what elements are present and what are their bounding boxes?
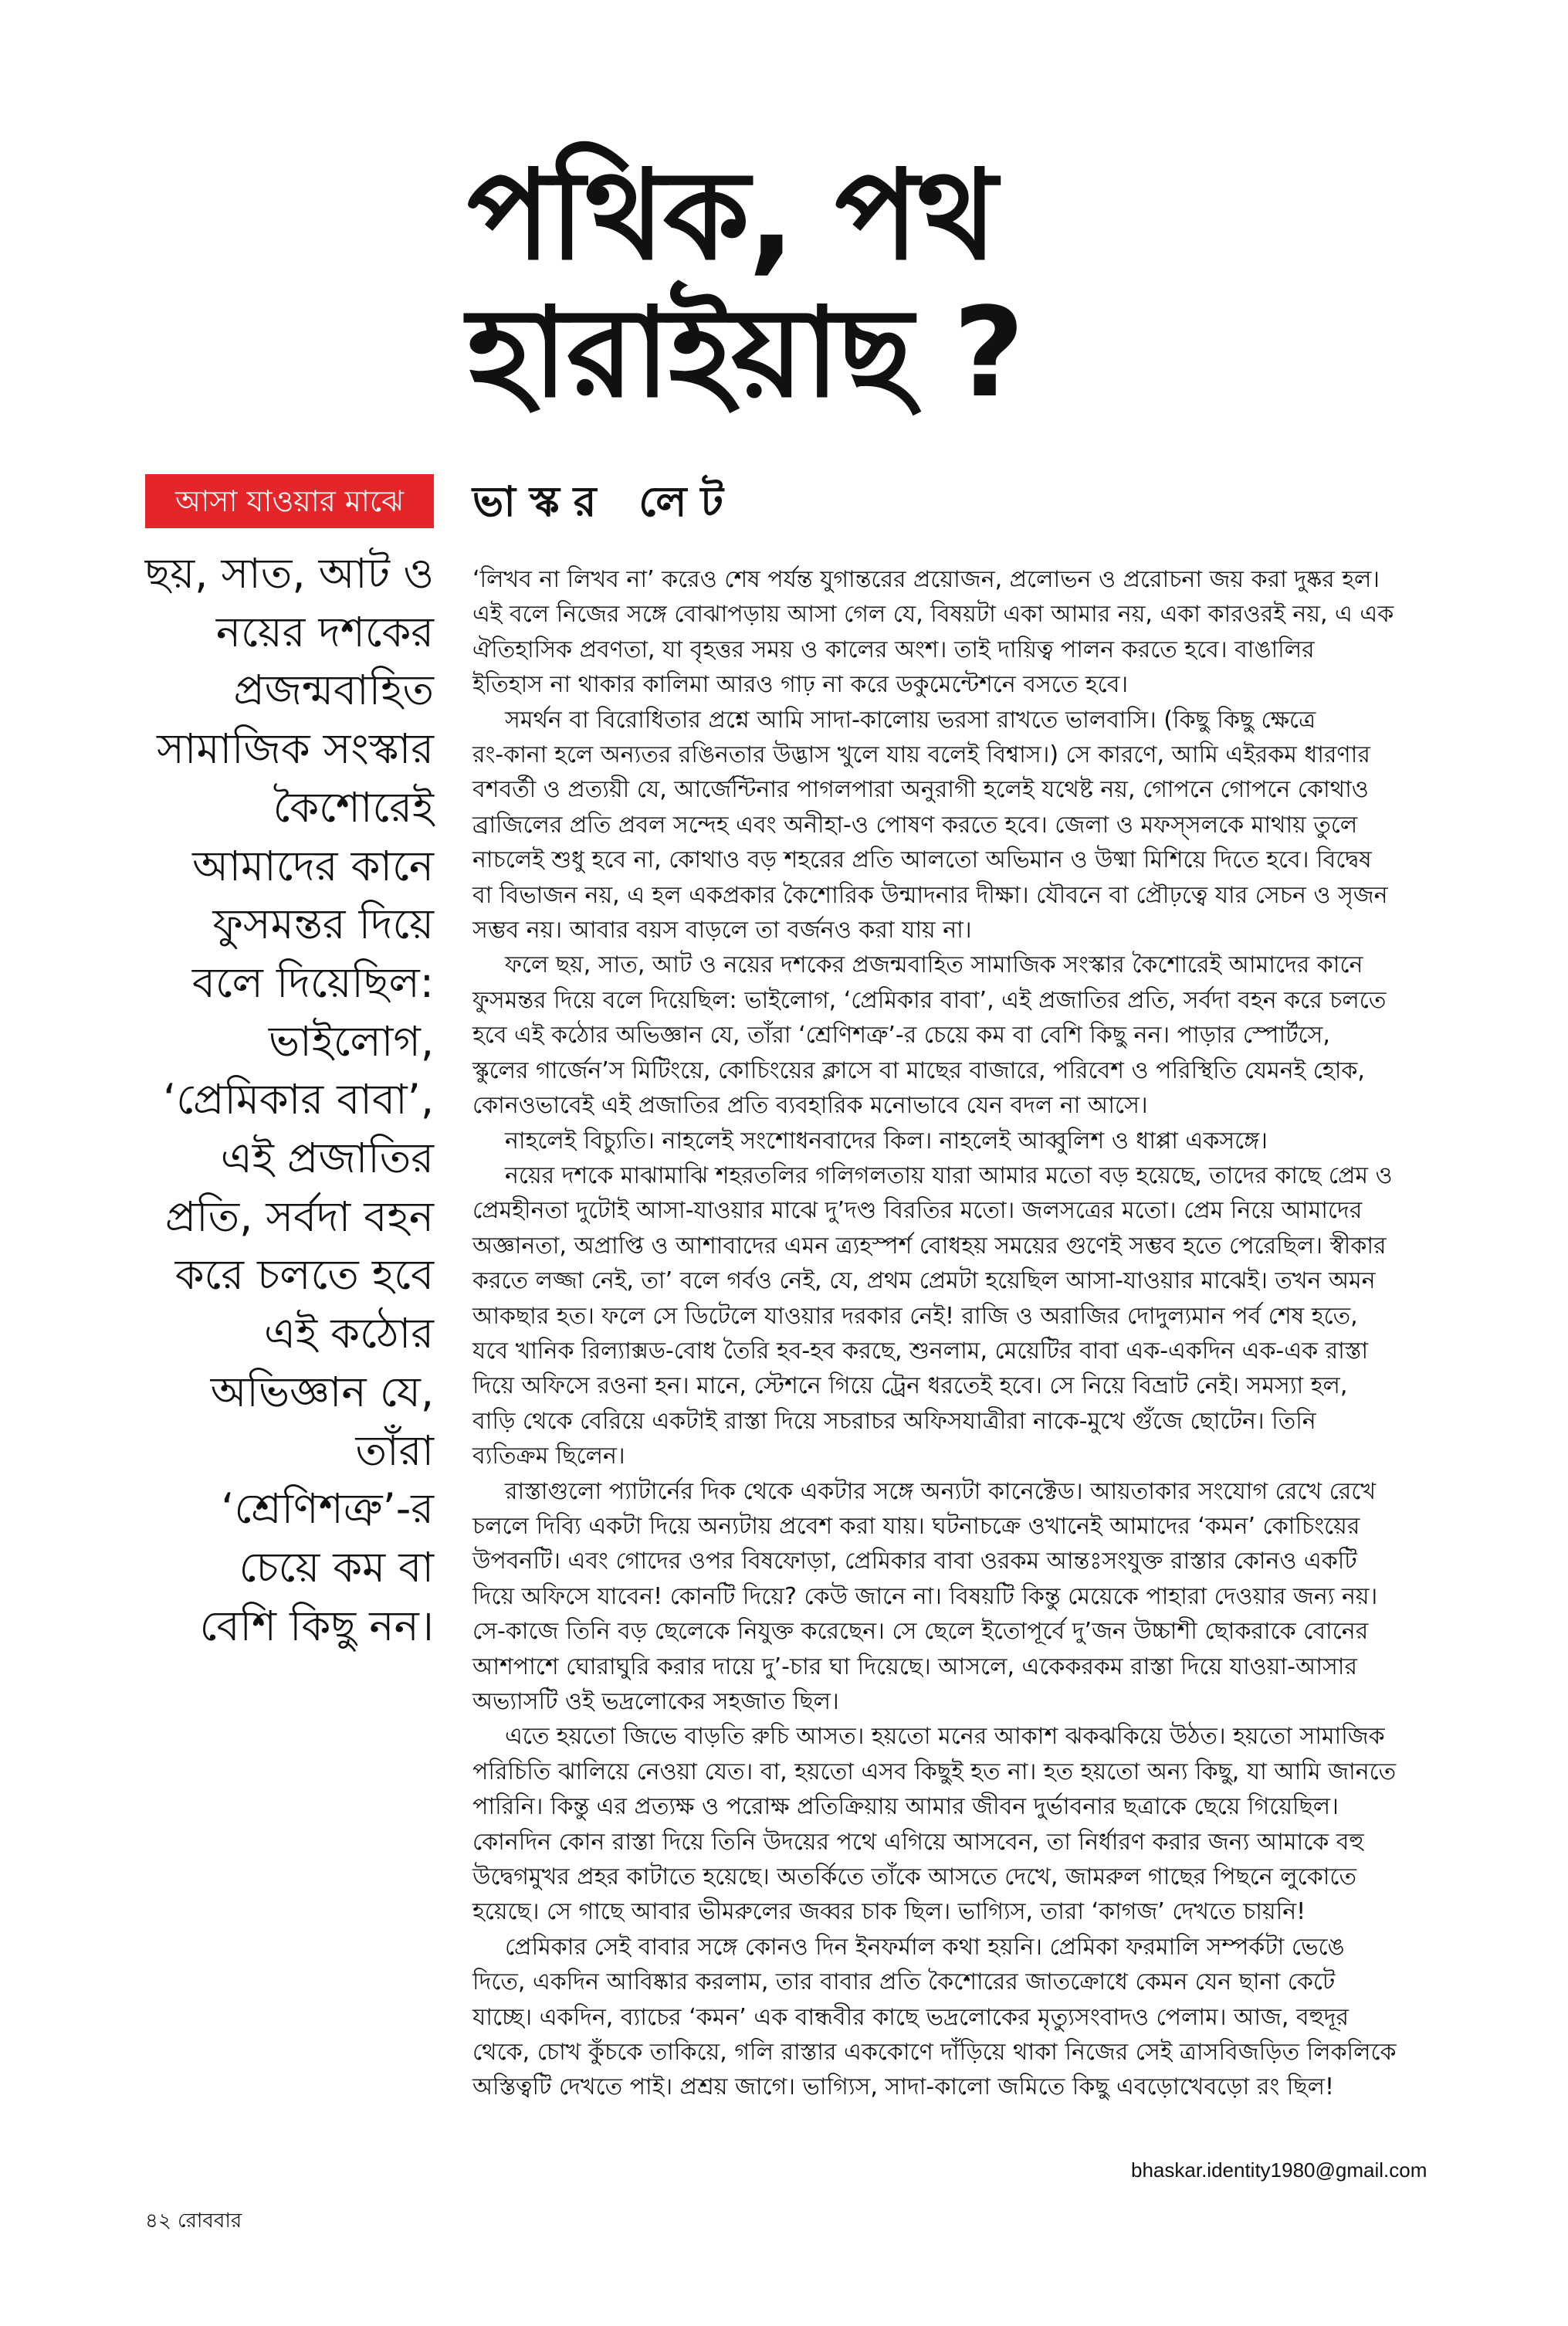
pull-quote-line: করে চলতে হবে [174, 1250, 434, 1300]
paragraph-line: অস্তিত্বটি দেখতে পাই। প্রশ্রয় জাগে। ভাগ্যিস, সাদা-কালো জমিতে কিছু এবড়োখেবড়ো রং ছিল! [472, 2073, 1334, 2101]
pull-quote-line: প্রজন্মবাহিত [233, 666, 434, 715]
paragraph-line: ব্যতিক্রম ছিলেন। [472, 1443, 625, 1470]
pull-quote-line: কৈশোরেই [273, 782, 434, 832]
paragraph-line: নয়ের দশকে মাঝামাঝি শহরতলির গলিগলতায় যারা আমার মতো বড় হয়েছে, তাদের কাছে প্রেম ও [505, 1161, 1393, 1189]
pull-quote-line: ‘প্রেমিকার বাবা’, [163, 1075, 434, 1124]
paragraph-line: বশবর্তী ও প্রত্যয়ী যে, আর্জেন্টিনার পাগলপারা অনুরাগী হলেই যথেষ্ট নয়, গোপনে গোপনে কোথাও [472, 776, 1369, 804]
paragraph-line: এই বলে নিজের সঙ্গে বোঝাপড়ায় আসা গেল যে, বিষয়টা একা আমার নয়, একা কারওরই নয়, এ এক [472, 601, 1394, 629]
paragraph-line: সমর্থন বা বিরোধিতার প্রশ্নে আমি সাদা-কালোয় ভরসা রাখতে ভালবাসি। (কিছু কিছু ক্ষেত্রে [505, 706, 1316, 734]
page-folio: ৪২ রোববার [145, 2209, 242, 2233]
paragraph-line: উপবনটি। এবং গোদের ওপর বিষফোড়া, প্রেমিকার বাবা ওরকম আন্তঃসংযুক্ত রাস্তার কোনও একটি [472, 1548, 1357, 1575]
paragraph-line: ঐতিহাসিক প্রবণতা, যা বৃহত্তর সময় ও কালের অংশ। তাই দায়িত্ব পালন করতে হবে। বাঙালির [472, 636, 1315, 663]
paragraph-line: চললে দিব্যি একটা দিয়ে অন্যটায় প্রবেশ করা যায়। ঘটনাচক্রে ওখানেই আমাদের ‘কমন’ কোচিংয়ের [472, 1512, 1360, 1540]
paragraph [472, 948, 1445, 1123]
title-line-1: পথিক, পথ [467, 143, 996, 287]
pull-quote-line: ‘শ্রেণিশত্রু’-র [221, 1484, 434, 1534]
paragraph-line: বাড়ি থেকে বেরিয়ে একটাই রাস্তা দিয়ে সচরাচর অফিসযাত্রীরা নাকে-মুখে গুঁজে ছোটেন। তিনি [472, 1407, 1316, 1435]
paragraph-line: পারিনি। কিন্তু এর প্রত্যক্ষ ও পরোক্ষ প্রতিক্রিয়ায় আমার জীবন দুর্ভাবনার ছত্রাকে ছেয়ে গিয়েছিল। [472, 1793, 1339, 1821]
pull-quote-line: বেশি কিছু নন। [199, 1601, 434, 1650]
paragraph [472, 1930, 1445, 2105]
paragraph-line: অভ্যাসটি ওই ভদ্রলোকের সহজাত ছিল। [472, 1688, 839, 1715]
pull-quote-line: এই কঠোর [263, 1309, 434, 1358]
pull-quote-line: আমাদের কানে [192, 841, 434, 890]
paragraph-line: যাচ্ছে। একদিন, ব্যাচের ‘কমন’ এক বান্ধবীর কাছে ভদ্রলোকের মৃত্যুসংবাদও পেলাম। আজ, বহুদূর [472, 2003, 1350, 2031]
pull-quote-line: ফুসমন্তর দিয়ে [212, 900, 434, 949]
paragraph-line: এতে হয়তো জিভে বাড়তি রুচি আসত। হয়তো মনের আকাশ ঝকঝকিয়ে উঠত। হয়তো সামাজিক [505, 1723, 1385, 1751]
paragraph-line: ইতিহাস না থাকার কালিমা আরও গাঢ় না করে ডকুমেন্টেশনে বসতে হবে। [472, 671, 1129, 699]
paragraph-line: করতে লজ্জা নেই, তা’ বলে গর্বও নেই, যে, প্রথম প্রেমটা হয়েছিল আসা-যাওয়ার মাঝেই। তখন অমন [472, 1267, 1376, 1295]
paragraph-line: রং-কানা হলে অন্যতর রঙিনতার উদ্ভাস খুলে যায় বলেই বিশ্বাস।) সে কারণে, আমি এইরকম ধারণার [472, 741, 1370, 769]
paragraph-line: সম্ভব নয়। আবার বয়স বাড়লে তা বর্জনও করা যায় না। [472, 917, 972, 944]
paragraph-line: প্রেমহীনতা দুটোই আসা-যাওয়ার মাঝে দু’দণ্ড বিরতির মতো। জলসত্রের মতো। প্রেম নিয়ে আমাদের [472, 1197, 1363, 1225]
paragraph-line: হয়েছে। সে গাছে আবার ভীমরুলের জব্বর চাক ছিল। ভাগ্যিস, তারা ‘কাগজ’ দেখতে চায়নি! [472, 1898, 1306, 1926]
paragraph-line: কোনওভাবেই এই প্রজাতির প্রতি ব্যবহারিক মনোভাবে যেন বদল না আসে। [472, 1092, 1148, 1120]
paragraph-line: নাহলেই বিচ্যুতি। নাহলেই সংশোধনবাদের কিল। নাহলেই আব্বুলিশ ও ধাপ্পা একসঙ্গে। [505, 1127, 1268, 1155]
pull-quote-line: সামাজিক সংস্কার [157, 724, 434, 774]
article-body [472, 562, 1445, 2105]
paragraph-line: হবে এই কঠোর অভিজ্ঞান যে, তাঁরা ‘শ্রেণিশত্রু’-র চেয়ে কম বা বেশি কিছু নন। পাড়ার স্পোর্টসে, [472, 1022, 1330, 1049]
paragraph [472, 1474, 1445, 1720]
paragraph-line: পরিচিতি ঝালিয়ে নেওয়া যেত। বা, হয়তো এসব কিছুই হত না। হত হয়তো অন্য কিছু, যা আমি জানতে [472, 1758, 1397, 1785]
author-byline: ভাস্কর লেট [472, 477, 737, 526]
pull-quote-line: নয়ের দশকের [215, 607, 434, 656]
paragraph-line: প্রেমিকার সেই বাবার সঙ্গে কোনও দিন ইনফর্মাল কথা হয়নি। প্রেমিকা ফরমালি সম্পর্কটা ভেঙে [505, 1933, 1345, 1961]
paragraph [472, 1719, 1445, 1929]
paragraph-line: ব্রাজিলের প্রতি প্রবল সন্দেহ এবং অনীহা-ও পোষণ করতে হবে। জেলা ও মফস্সলকে মাথায় তুলে [472, 811, 1358, 839]
paragraph [472, 562, 1445, 703]
paragraph-line: দিতে, একদিন আবিষ্কার করলাম, তার বাবার প্রতি কৈশোরের জাতক্রোধে কেমন যেন ছানা কেটে [472, 1968, 1336, 1996]
paragraph-line: অজ্ঞানতা, অপ্রাপ্তি ও আশাবাদের এমন ত্র্যহস্পর্শ বোধহয় সময়ের গুণেই সম্ভব হতে পেরেছিল। স্বীকার [472, 1232, 1387, 1260]
pull-quote-line: বলে দিয়েছিল: [191, 958, 434, 1007]
paragraph-line: স্কুলের গার্জেন’স মিটিংয়ে, কোচিংয়ের ক্লাসে বা মাছের বাজারে, পরিবেশ ও পরিস্থিতি যেমনই হোক, [472, 1056, 1365, 1084]
paragraph-line: নাচলেই শুধু হবে না, কোথাও বড় শহরের প্রতি আলতো অভিমান ও উষ্মা মিশিয়ে দিতে হবে। বিদ্বেষ [472, 846, 1372, 874]
paragraph [472, 1158, 1445, 1474]
paragraph-line: আকছার হত। ফলে সে ডিটেলে যাওয়ার দরকার নেই! রাজি ও অরাজির দোদুল্যমান পর্ব শেষ হতে, [472, 1302, 1358, 1330]
paragraph-line: যবে খানিক রিল্যাক্সড-বোধ তৈরি হব-হব করছে, শুনলাম, মেয়েটির বাবা এক-একদিন এক-এক রাস্তা [472, 1337, 1369, 1365]
paragraph-line: ফলে ছয়, সাত, আট ও নয়ের দশকের প্রজন্মবাহিত সামাজিক সংস্কার কৈশোরেই আমাদের কানে [505, 951, 1363, 979]
paragraph-line: থেকে, চোখ কুঁচকে তাকিয়ে, গলি রাস্তার এককোণে দাঁড়িয়ে থাকা নিজের সেই ত্রাসবিজড়িত লিকলিকে [472, 2039, 1397, 2067]
pull-quote-line: অভিজ্ঞান যে, [210, 1367, 434, 1416]
pull-quote-line: এই প্রজাতির [220, 1134, 434, 1183]
pull-quote [124, 544, 434, 1655]
article-title [467, 143, 1024, 425]
paragraph-line: ‘লিখব না লিখব না’ করেও শেষ পর্যন্ত যুগান্তরের প্রয়োজন, প্রলোভন ও প্ররোচনা জয় করা দুষ্কর হল। [472, 566, 1380, 593]
pull-quote-line: ভাইলোগ, [268, 1016, 434, 1066]
pull-quote-line: প্রতি, সর্বদা বহন [164, 1192, 434, 1241]
paragraph-line: উদ্বেগমুখর প্রহর কাটাতে হয়েছে। অতর্কিতে তাঁকে আসতে দেখে, জামরুল গাছের পিছনে লুকোতে [472, 1863, 1356, 1891]
pull-quote-line: চেয়ে কম বা [239, 1542, 434, 1592]
paragraph [472, 703, 1445, 948]
author-email[interactable]: bhaskar.identity1980@gmail.com [1131, 2158, 1427, 2182]
paragraph-line: দিয়ে অফিসে যাবেন! কোনটি দিয়ে? কেউ জানে না। বিষয়টি কিন্তু মেয়েকে পাহারা দেওয়ার জন্য নয়। [472, 1582, 1378, 1610]
paragraph-line: সে-কাজে তিনি বড় ছেলেকে নিযুক্ত করেছেন। সে ছেলে ইতোপূর্বে দু’জন উচ্চাশী ছোকরাকে বোনের [472, 1618, 1369, 1646]
paragraph-line: দিয়ে অফিসে রওনা হন। মানে, স্টেশনে গিয়ে ট্রেন ধরতেই হবে। সে নিয়ে বিভ্রাট নেই। সমস্যা হল, [472, 1372, 1348, 1400]
paragraph-line: আশপাশে ঘোরাঘুরি করার দায়ে দু’-চার ঘা দিয়েছে। আসলে, একেকরকম রাস্তা দিয়ে যাওয়া-আসার [472, 1653, 1357, 1680]
pull-quote-line: তাঁরা [355, 1426, 434, 1475]
paragraph-line: কোনদিন কোন রাস্তা দিয়ে তিনি উদয়ের পথে এগিয়ে আসবেন, তা নির্ধারণ করার জন্য আমাকে বহু [472, 1828, 1364, 1856]
paragraph [472, 1124, 1445, 1158]
title-line-2: হারাইয়াছ ? [467, 280, 1024, 425]
pull-quote-line: ছয়, সাত, আট ও [144, 549, 434, 598]
section-tag: আসা যাওয়ার মাঝে [145, 474, 434, 528]
paragraph-line: ফুসমন্তর দিয়ে বলে দিয়েছিল: ভাইলোগ, ‘প্রেমিকার বাবা’, এই প্রজাতির প্রতি, সর্বদা বহন করে চলতে [472, 986, 1387, 1014]
paragraph-line: রাস্তাগুলো প্যাটার্নের দিক থেকে একটার সঙ্গে অন্যটা কানেক্টেড। আয়তাকার সংযোগ রেখে রেখে [505, 1477, 1377, 1505]
paragraph-line: বা বিভাজন নয়, এ হল একপ্রকার কৈশোরিক উন্মাদনার দীক্ষা। যৌবনে বা প্রৌঢ়ত্বে যার সেচন ও সৃজন [472, 881, 1388, 909]
